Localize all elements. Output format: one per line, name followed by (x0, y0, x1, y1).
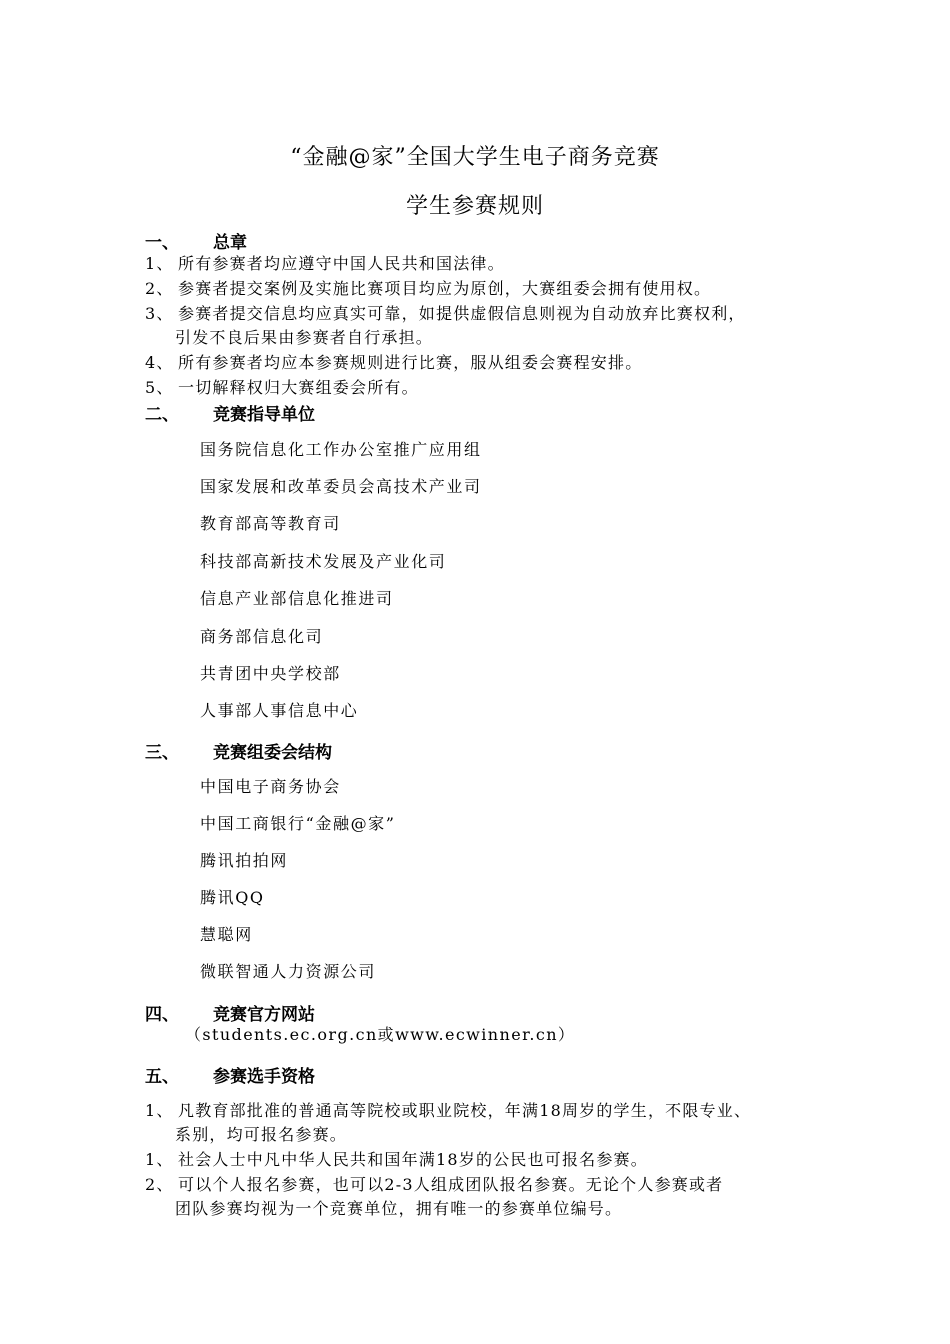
rule-item-continuation: 引发不良后果由参赛者自行承担。 (175, 328, 434, 347)
rule-item-continuation: 系别，均可报名参赛。 (175, 1125, 348, 1144)
rule-item-continuation: 团队参赛均视为一个竞赛单位，拥有唯一的参赛单位编号。 (175, 1199, 623, 1218)
item-text: 参赛者提交案例及实施比赛项目均应为原创，大赛组委会拥有使用权。 (178, 279, 712, 298)
committee-unit: 中国工商银行“金融@家” (200, 814, 396, 833)
section-title: 总章 (213, 233, 247, 253)
item-text: 凡教育部批准的普通高等院校或职业院校，年满18周岁的学生，不限专业、 (178, 1101, 752, 1120)
section-heading-website (145, 1000, 315, 1025)
item-number: 1、 (145, 1101, 174, 1120)
guidance-unit: 国家发展和改革委员会高技术产业司 (200, 477, 482, 496)
section-title: 竞赛指导单位 (213, 405, 315, 425)
section-heading-general (145, 228, 247, 253)
committee-unit: 腾讯拍拍网 (200, 851, 289, 870)
section-title: 竞赛组委会结构 (213, 743, 332, 763)
item-text: 一切解释权归大赛组委会所有。 (178, 378, 419, 397)
section-number: 五、 (145, 1067, 179, 1087)
item-number: 2、 (145, 1175, 174, 1194)
section-heading-committee (145, 738, 332, 763)
rule-item (145, 1149, 648, 1171)
section-heading-guidance (145, 400, 315, 425)
guidance-unit: 共青团中央学校部 (200, 664, 341, 683)
item-text: 参赛者提交信息均应真实可靠，如提供虚假信息则视为自动放弃比赛权利， (178, 304, 746, 323)
rule-item (145, 253, 505, 275)
item-text: 所有参赛者均应遵守中国人民共和国法律。 (178, 254, 505, 273)
section-number: 三、 (145, 743, 179, 763)
item-text: 社会人士中凡中华人民共和国年满18岁的公民也可报名参赛。 (178, 1150, 648, 1169)
section-number: 四、 (145, 1005, 179, 1025)
official-website-text: （students.ec.org.cn或www.ecwinner.cn） (185, 1025, 576, 1044)
rule-item (145, 377, 419, 399)
guidance-unit: 教育部高等教育司 (200, 514, 341, 533)
section-heading-eligibility (145, 1062, 315, 1087)
rule-item (145, 278, 711, 300)
committee-unit: 慧聪网 (200, 925, 253, 944)
committee-unit: 中国电子商务协会 (200, 777, 341, 796)
guidance-unit: 国务院信息化工作办公室推广应用组 (200, 440, 482, 459)
document-subtitle: 学生参赛规则 (405, 194, 544, 219)
section-number: 一、 (145, 233, 179, 253)
item-number: 3、 (145, 304, 174, 323)
item-number: 4、 (145, 353, 174, 372)
item-number: 1、 (145, 254, 174, 273)
section-title: 竞赛官方网站 (213, 1005, 315, 1025)
rule-item (145, 1100, 751, 1122)
guidance-unit: 人事部人事信息中心 (200, 701, 359, 720)
committee-unit: 腾讯QQ (200, 888, 265, 907)
section-title: 参赛选手资格 (213, 1067, 315, 1087)
item-number: 2、 (145, 279, 174, 298)
item-text: 可以个人报名参赛，也可以2-3人组成团队报名参赛。无论个人参赛或者 (178, 1175, 724, 1194)
section-number: 二、 (145, 405, 179, 425)
rule-item (145, 303, 746, 325)
rule-item (145, 352, 642, 374)
guidance-unit: 商务部信息化司 (200, 627, 324, 646)
guidance-unit: 科技部高新技术发展及产业化司 (200, 552, 447, 571)
guidance-unit: 信息产业部信息化推进司 (200, 589, 394, 608)
document-title: “金融@家”全国大学生电子商务竞赛 (290, 145, 660, 170)
item-number: 5、 (145, 378, 174, 397)
committee-unit: 微联智通人力资源公司 (200, 962, 377, 981)
item-number: 1、 (145, 1150, 174, 1169)
item-text: 所有参赛者均应本参赛规则进行比赛，服从组委会赛程安排。 (178, 353, 643, 372)
rule-item (145, 1174, 723, 1196)
